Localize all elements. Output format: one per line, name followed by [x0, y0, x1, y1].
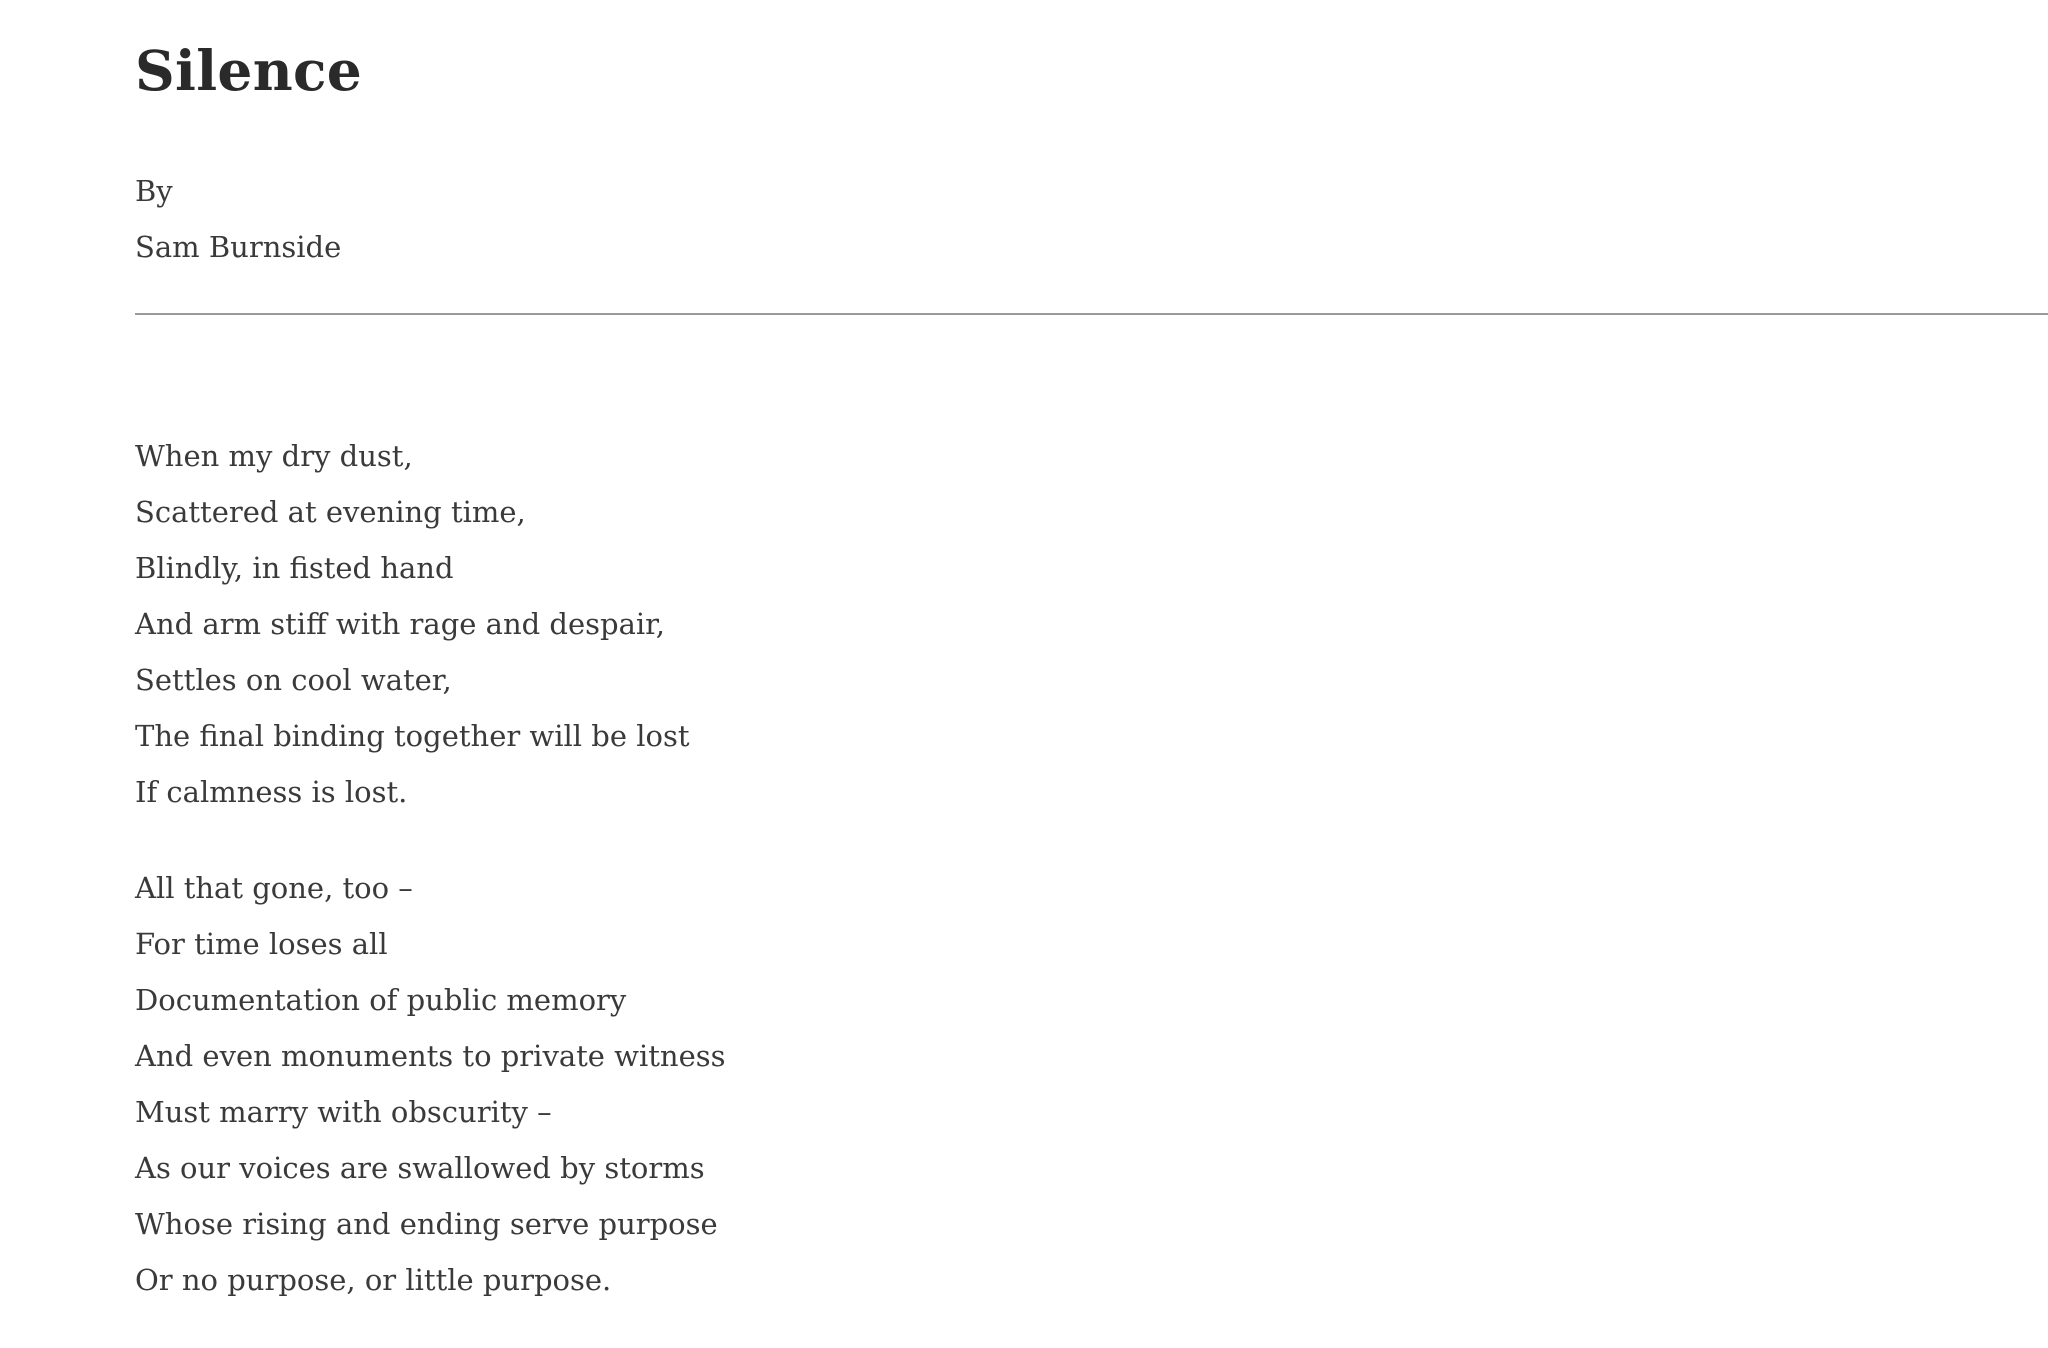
poem-line: Blindly, in fisted hand [135, 551, 454, 585]
poem-body [135, 428, 726, 1308]
byline [135, 163, 341, 275]
poem-line: Must marry with obscurity – [135, 1095, 552, 1129]
poem-line: Whose rising and ending serve purpose [135, 1207, 718, 1241]
article [135, 0, 2048, 1348]
poem-line: The final binding together will be lost [135, 719, 690, 753]
poem-line: Or no purpose, or little purpose. [135, 1263, 612, 1297]
page-title: Silence [135, 38, 363, 103]
poem-line: As our voices are swallowed by storms [135, 1151, 705, 1185]
poem-line: And even monuments to private witness [135, 1039, 726, 1073]
author-name: Sam Burnside [135, 230, 342, 264]
poem-line: Documentation of public memory [135, 983, 627, 1017]
stanza [135, 860, 726, 1308]
divider [135, 313, 2048, 315]
poem-line: When my dry dust, [135, 439, 413, 473]
poem-line: For time loses all [135, 927, 388, 961]
poem-line: Settles on cool water, [135, 663, 452, 697]
poem-line: And arm stiff with rage and despair, [135, 607, 666, 641]
stanza [135, 428, 726, 820]
byline-prefix: By [135, 174, 173, 208]
poem-line: Scattered at evening time, [135, 495, 526, 529]
poem-line: All that gone, too – [135, 871, 413, 905]
poem-line: If calmness is lost. [135, 775, 408, 809]
